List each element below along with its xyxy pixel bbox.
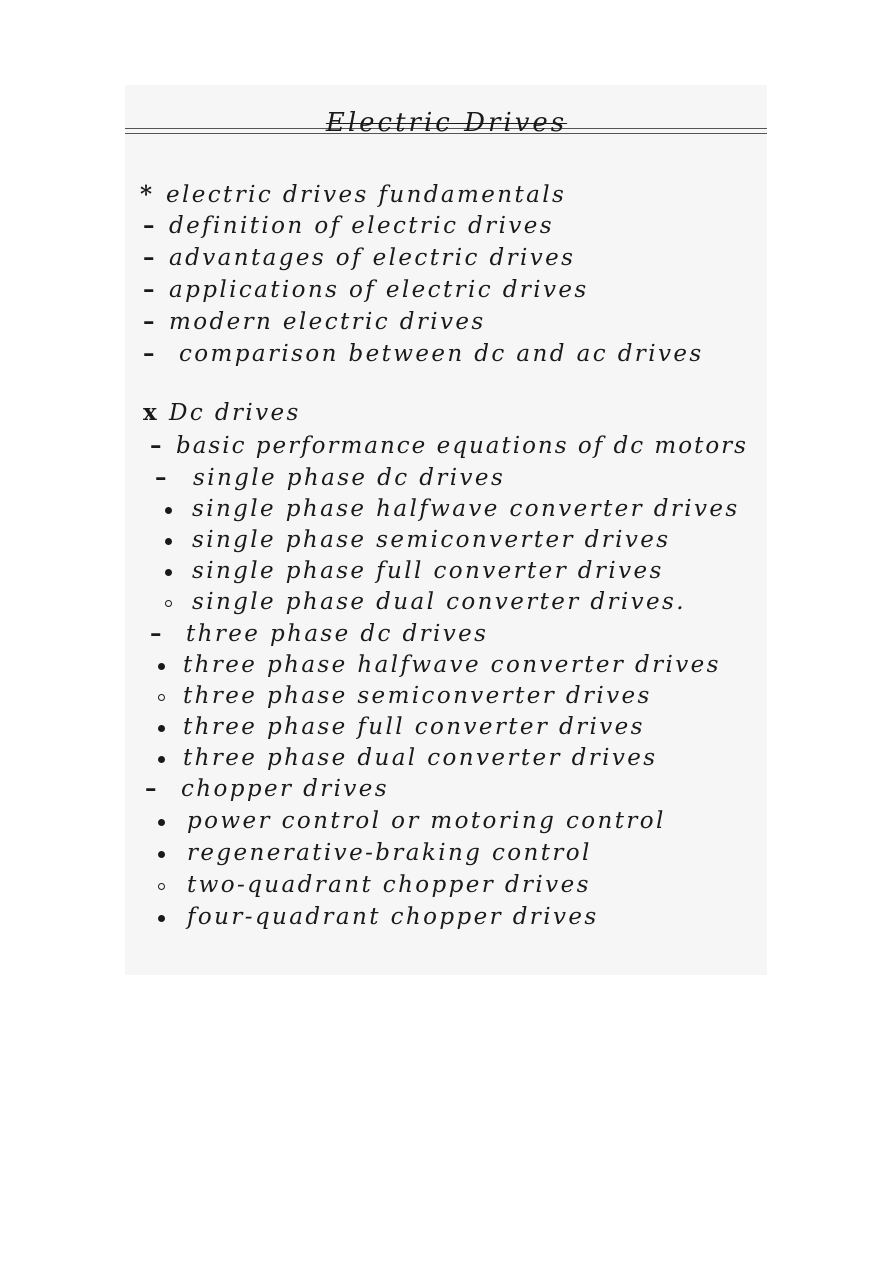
list-item xyxy=(165,587,686,617)
list-item xyxy=(143,275,589,305)
list-item-text: basic performance equations of dc motors xyxy=(176,433,748,459)
list-item xyxy=(158,806,666,836)
section-heading-fundamentals xyxy=(140,180,566,210)
dash-bullet-icon: – xyxy=(150,432,164,459)
dot-bullet-icon xyxy=(165,507,172,514)
list-item-text: three phase semiconverter drives xyxy=(183,683,652,709)
list-item xyxy=(150,431,748,461)
cross-bullet-icon: x xyxy=(143,399,160,426)
list-item xyxy=(158,902,599,932)
list-item xyxy=(165,494,740,524)
dash-bullet-icon: – xyxy=(145,775,159,802)
list-item xyxy=(158,870,591,900)
list-item xyxy=(143,243,575,273)
dash-bullet-icon: – xyxy=(143,308,157,335)
list-item-text: three phase dual converter drives xyxy=(183,745,658,771)
subsection-single-phase xyxy=(155,463,505,493)
section-heading-text: Dc drives xyxy=(169,400,301,426)
subsection-chopper xyxy=(145,774,389,804)
list-item xyxy=(165,556,664,586)
hollow-dot-bullet-icon xyxy=(158,694,165,701)
list-item xyxy=(158,650,721,680)
list-item-text: single phase semiconverter drives xyxy=(192,527,671,553)
list-item-text: single phase dc drives xyxy=(193,465,506,491)
list-item-text: chopper drives xyxy=(181,776,389,802)
dot-bullet-icon xyxy=(158,915,165,922)
list-item-text: three phase dc drives xyxy=(186,621,489,647)
list-item xyxy=(165,525,671,555)
list-item-text: two-quadrant chopper drives xyxy=(187,872,591,898)
dot-bullet-icon xyxy=(158,756,165,763)
dot-bullet-icon xyxy=(158,851,165,858)
dash-bullet-icon: – xyxy=(150,620,164,647)
list-item-text: definition of electric drives xyxy=(169,213,554,239)
list-item xyxy=(158,838,592,868)
list-item-text: single phase halfwave converter drives xyxy=(192,496,740,522)
list-item-text: applications of electric drives xyxy=(169,277,589,303)
dot-bullet-icon xyxy=(165,569,172,576)
list-item-text: comparison between dc and ac drives xyxy=(179,341,704,367)
list-item xyxy=(158,743,657,773)
dash-bullet-icon: – xyxy=(143,276,157,303)
subsection-three-phase xyxy=(150,619,488,649)
dash-bullet-icon: – xyxy=(143,244,157,271)
asterisk-bullet-icon: * xyxy=(140,181,155,208)
list-item-text: power control or motoring control xyxy=(187,808,666,834)
dash-bullet-icon: – xyxy=(155,464,169,491)
list-item-text: three phase halfwave converter drives xyxy=(183,652,721,678)
dash-bullet-icon: – xyxy=(143,212,157,239)
list-item xyxy=(158,681,652,711)
section-heading-text: electric drives fundamentals xyxy=(166,182,567,208)
hollow-dot-bullet-icon xyxy=(165,600,172,607)
list-item xyxy=(143,211,554,241)
list-item xyxy=(143,307,486,337)
list-item-text: regenerative-braking control xyxy=(187,840,592,866)
dot-bullet-icon xyxy=(158,663,165,670)
page-title: Electric Drives xyxy=(325,108,568,138)
dot-bullet-icon xyxy=(158,725,165,732)
dash-bullet-icon: – xyxy=(143,340,157,367)
list-item xyxy=(143,339,704,369)
list-item-text: modern electric drives xyxy=(169,309,486,335)
list-item xyxy=(158,712,645,742)
dot-bullet-icon xyxy=(165,538,172,545)
list-item-text: advantages of electric drives xyxy=(169,245,576,271)
list-item-text: single phase full converter drives xyxy=(192,558,664,584)
hollow-dot-bullet-icon xyxy=(158,883,165,890)
section-heading-dc-drives xyxy=(143,398,301,428)
list-item-text: four-quadrant chopper drives xyxy=(187,904,599,930)
dot-bullet-icon xyxy=(158,819,165,826)
list-item-text: three phase full converter drives xyxy=(183,714,645,740)
list-item-text: single phase dual converter drives. xyxy=(192,589,686,615)
